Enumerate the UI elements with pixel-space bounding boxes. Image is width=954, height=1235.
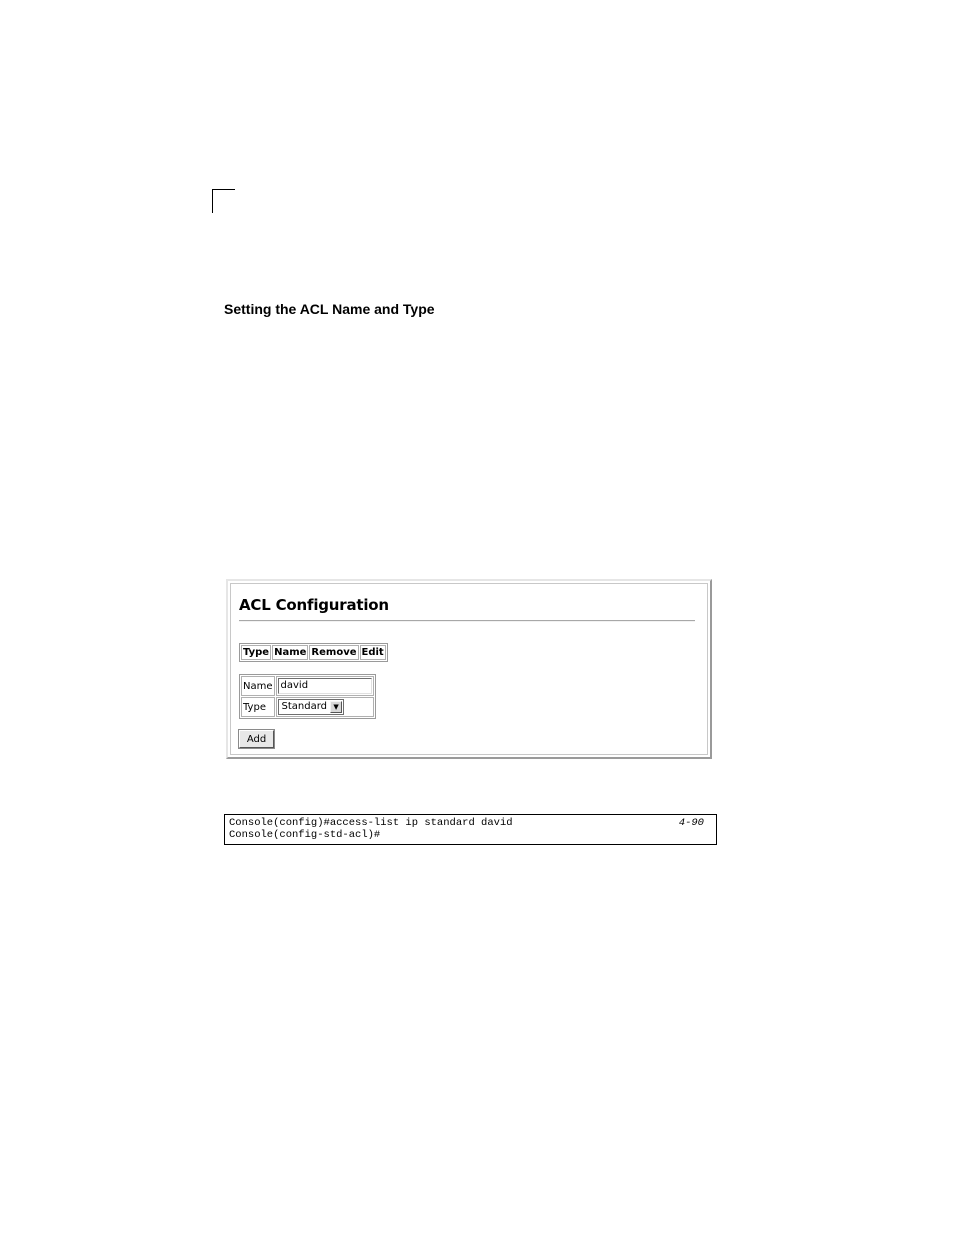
form-row-type xyxy=(241,697,374,717)
crop-mark-horizontal xyxy=(212,189,235,190)
name-field-cell xyxy=(276,676,374,696)
type-field-cell xyxy=(276,697,374,717)
cli-command-line-1: Console(config)#access-list ip standard david xyxy=(229,817,513,829)
section-heading: Setting the ACL Name and Type xyxy=(224,301,435,317)
acl-list-table xyxy=(239,643,388,662)
chevron-down-icon[interactable]: ▼ xyxy=(330,701,342,713)
name-input[interactable]: david xyxy=(278,678,372,694)
type-select[interactable] xyxy=(278,699,345,715)
acl-configuration-panel xyxy=(226,579,712,759)
form-row-name xyxy=(241,676,374,696)
crop-mark-vertical xyxy=(212,189,213,213)
column-header-name: Name xyxy=(274,647,307,658)
add-button[interactable]: Add xyxy=(239,730,274,748)
panel-inner-frame xyxy=(230,583,708,755)
page-title: ACL Configuration xyxy=(239,596,389,614)
column-header-edit: Edit xyxy=(361,647,384,658)
title-divider xyxy=(239,620,695,622)
cli-example-box xyxy=(224,814,717,845)
cli-command-line-2: Console(config-std-acl)# xyxy=(229,829,381,841)
type-label: Type xyxy=(241,697,275,717)
column-header-type: Type xyxy=(243,647,270,658)
name-label: Name xyxy=(241,676,275,696)
table-header-row xyxy=(241,645,386,660)
column-header-remove: Remove xyxy=(311,647,357,658)
cli-page-reference: 4-90 xyxy=(678,817,704,829)
add-acl-form xyxy=(239,674,376,719)
type-select-value: Standard xyxy=(281,701,328,712)
